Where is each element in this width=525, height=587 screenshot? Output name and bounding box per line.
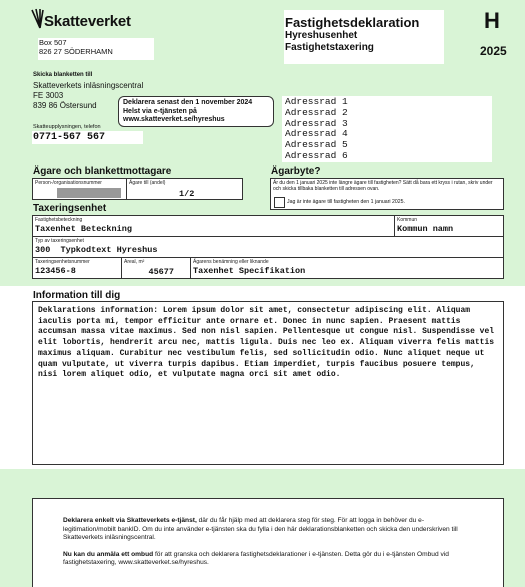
footer-p2-text: för att granska och deklarera fastighetsdeklarationer i e-tjänsten. Detta gör du i e-tjänsten Ombud vid fastighetstaxering, www.skatteverket.se/hyreshus. (63, 550, 449, 567)
ownership-change-checkbox-label: Jag är inte ägare till fastigheten den 1 januari 2025. (287, 199, 405, 205)
owner-id-redacted (57, 188, 121, 198)
area-label: Areal, m² (124, 259, 145, 265)
form-code: H (484, 8, 500, 33)
footer-box (32, 498, 504, 587)
property-designation-value: Taxenhet Beteckning (35, 224, 132, 234)
deadline-box (118, 96, 274, 127)
area-field[interactable] (121, 257, 191, 279)
deadline-line-3: www.skatteverket.se/hyreshus (123, 116, 225, 123)
owner-designation-label: Ägarens benämning eller liknande (193, 259, 269, 265)
footer-p1-bold: Deklarera enkelt via Skatteverkets e-tjänst, (63, 517, 197, 524)
send-to-line-1: Skatteverkets inläsningscentral (33, 81, 144, 90)
municipality-label: Kommun (397, 217, 418, 223)
address-line-3: Adressrad 3 (285, 117, 348, 129)
info-text: Deklarations information: Lorem ipsum dolor sit amet, consectetur adipiscing elit. Aliquam iaculis porta mi, tempor efficitur ante ornare et. Donec in nunc sapien. Praesent mattis accumsan massa vitae maximus. Sed non nisl sapien. Pellentesque ut congue nisl. Suspendisse vel elit lobortis, hendrerit arcu nec, mattis ligula. Duis nec leo ex. Aliquam viverra felis mattis maximus aliquam. Curabitur nec vestibulum felis, sed sollicitudin odio. Nunc aliquet neque ut quam vulputate, ut viverra turpis dapibus. Etiam imperdiet, turpis faucibus posuere tempus, nisi lorem aliquet odio, et vulputate magna orci sit amet odio. (38, 306, 495, 380)
footer-paragraph-1 (63, 517, 473, 543)
unit-number-value: 123456-8 (35, 266, 76, 276)
owner-designation-value: Taxenhet Specifikation (193, 266, 306, 276)
footer-p2-bold: Nu kan du anmäla ett ombud (63, 550, 154, 558)
info-heading: Information till dig (33, 290, 121, 301)
owner-share-value: 1/2 (179, 189, 195, 199)
unit-type-label: Typ av taxeringsenhet (35, 238, 84, 244)
address-line-6: Adressrad 6 (285, 149, 348, 161)
unit-type-value: 300 Typkodtext Hyreshus (35, 245, 158, 255)
footer-p1-text: där du får hjälp med att deklarera steg för steg. För att logga in behöver du e-legitimation/mobilt bankID. Om du inte använder e-tjänsten ska du fylla i den här deklarationsblanketten och skicka den underskriven till Skatteverkets inläsningscentral. (63, 517, 458, 542)
form-subtitle-2: Fastighetstaxering (285, 42, 374, 53)
return-line-1: Box 507 (39, 38, 67, 47)
phone-label: Skatteupplysningen, telefon (33, 124, 101, 130)
deadline-line-1: Deklarera senast den 1 november 2024 (123, 99, 253, 106)
send-to-label: Skicka blanketten till (33, 72, 93, 78)
unit-number-label: Taxeringsenhetsnummer (35, 259, 90, 265)
owner-designation-field[interactable] (190, 257, 504, 279)
ownership-change-text: Är du den 1 januari 2025 inte längre ägare till fastigheten? Sätt då bara ett kryss i rutan, skriv under och skicka tillbaka blanketten till adressen ovan. (273, 180, 493, 192)
area-value: 45677 (148, 267, 174, 277)
form-title-box (284, 10, 444, 64)
address-line-2: Adressrad 2 (285, 106, 348, 118)
owner-share-label: Ägare till (andel) (129, 180, 166, 186)
form-year: 2025 (480, 44, 507, 58)
owner-id-field[interactable] (32, 178, 127, 200)
logo-rays-icon (30, 8, 44, 30)
ownership-change-box (270, 178, 504, 210)
municipality-value: Kommun namn (397, 224, 454, 234)
form-subtitle-1: Hyreshusenhet (285, 30, 358, 41)
property-designation-field[interactable] (32, 215, 395, 237)
unit-heading: Taxeringsenhet (33, 203, 107, 214)
municipality-field[interactable] (394, 215, 504, 237)
owner-id-label: Person-/organisationsnummer (35, 180, 102, 186)
address-line-1: Adressrad 1 (285, 96, 348, 107)
send-to-line-2: FE 3003 (33, 91, 64, 100)
owner-share-field[interactable] (126, 178, 243, 200)
logo-text: Skatteverket (44, 13, 131, 30)
footer-paragraph-2 (63, 551, 473, 568)
unit-number-field[interactable] (32, 257, 122, 279)
return-address (38, 38, 154, 60)
address-line-5: Adressrad 5 (285, 139, 348, 151)
phone-number: 0771-567 567 (32, 131, 143, 144)
ownership-change-heading: Ägarbyte? (271, 166, 321, 177)
return-line-2: 826 27 SÖDERHAMN (39, 47, 113, 56)
send-to-line-3: 839 86 Östersund (33, 101, 97, 110)
recipient-address (282, 96, 492, 162)
address-line-4: Adressrad 4 (285, 128, 348, 140)
property-designation-label: Fastighetsbeteckning (35, 217, 83, 223)
unit-type-field[interactable] (32, 236, 504, 258)
ownership-change-checkbox[interactable] (274, 197, 285, 208)
form-title: Fastighetsdeklaration (285, 15, 420, 30)
deadline-line-2: Helst via e-tjänsten på (123, 107, 197, 115)
owner-heading: Ägare och blankettmottagare (33, 166, 172, 177)
info-text-box (32, 301, 504, 465)
